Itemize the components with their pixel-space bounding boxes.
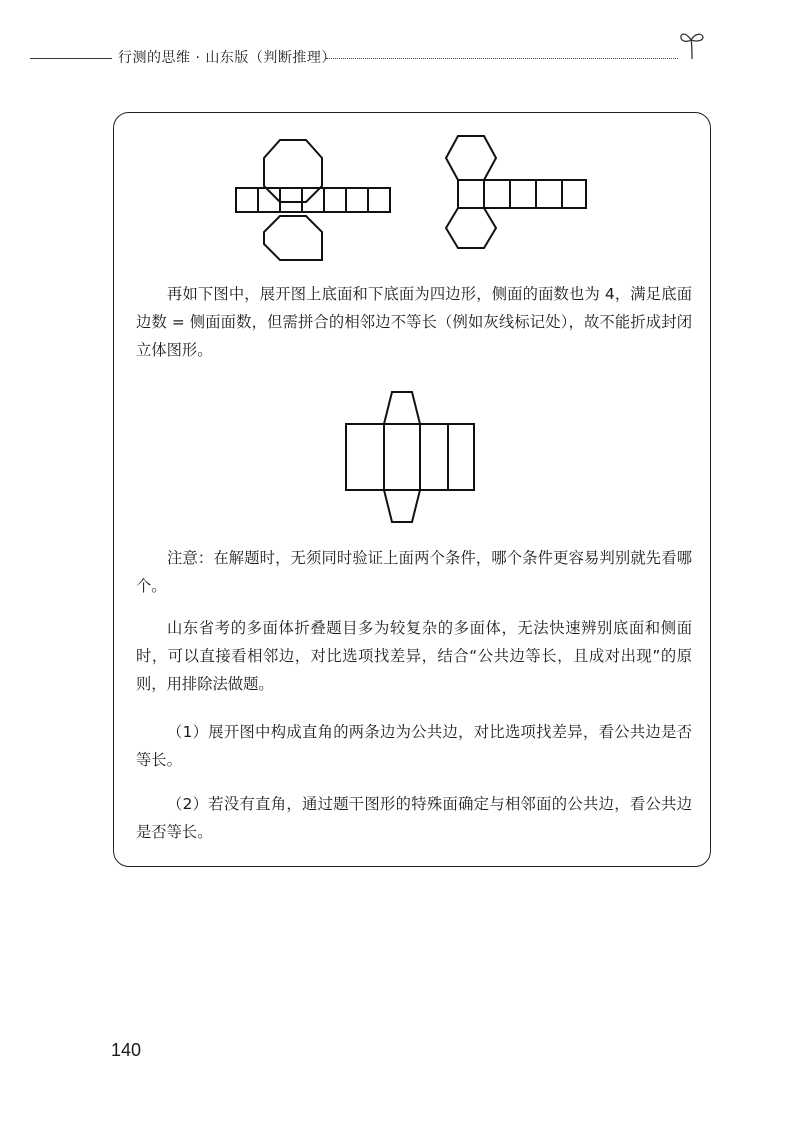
- page-number: 140: [111, 1040, 142, 1060]
- paragraph-5: （2）若没有直角，通过题干图形的特殊面确定与相邻面的公共边，看公共边是否等长。: [136, 795, 692, 841]
- net-figure-quadrilateral: [338, 386, 480, 528]
- paragraph-2: 注意：在解题时，无须同时验证上面两个条件，哪个条件更容易判别就先看哪个。: [136, 549, 692, 595]
- header-title: 行测的思维 · 山东版（判断推理）: [118, 50, 336, 66]
- paragraph-1: 再如下图中，展开图上底面和下底面为四边形，侧面的面数也为 4，满足底面边数 = 侧面面数，但需拼合的相邻边不等长（例如灰线标记处），故不能折成封闭立体图形。: [136, 285, 692, 359]
- net-figure-octagon: [226, 130, 398, 264]
- running-header: [0, 44, 800, 74]
- sprout-icon: [678, 30, 706, 64]
- header-rule-right: [326, 58, 678, 59]
- net-figure-hexagon: [436, 130, 592, 254]
- paragraph-4: （1）展开图中构成直角的两条边为公共边，对比选项找差异，看公共边是否等长。: [136, 723, 692, 769]
- paragraph-3: 山东省考的多面体折叠题目多为较复杂的多面体，无法快速辨别底面和侧面时，可以直接看相邻边，对比选项找差异，结合“公共边等长，且成对出现”的原则，用排除法做题。: [136, 619, 692, 693]
- header-rule-left: [30, 58, 112, 59]
